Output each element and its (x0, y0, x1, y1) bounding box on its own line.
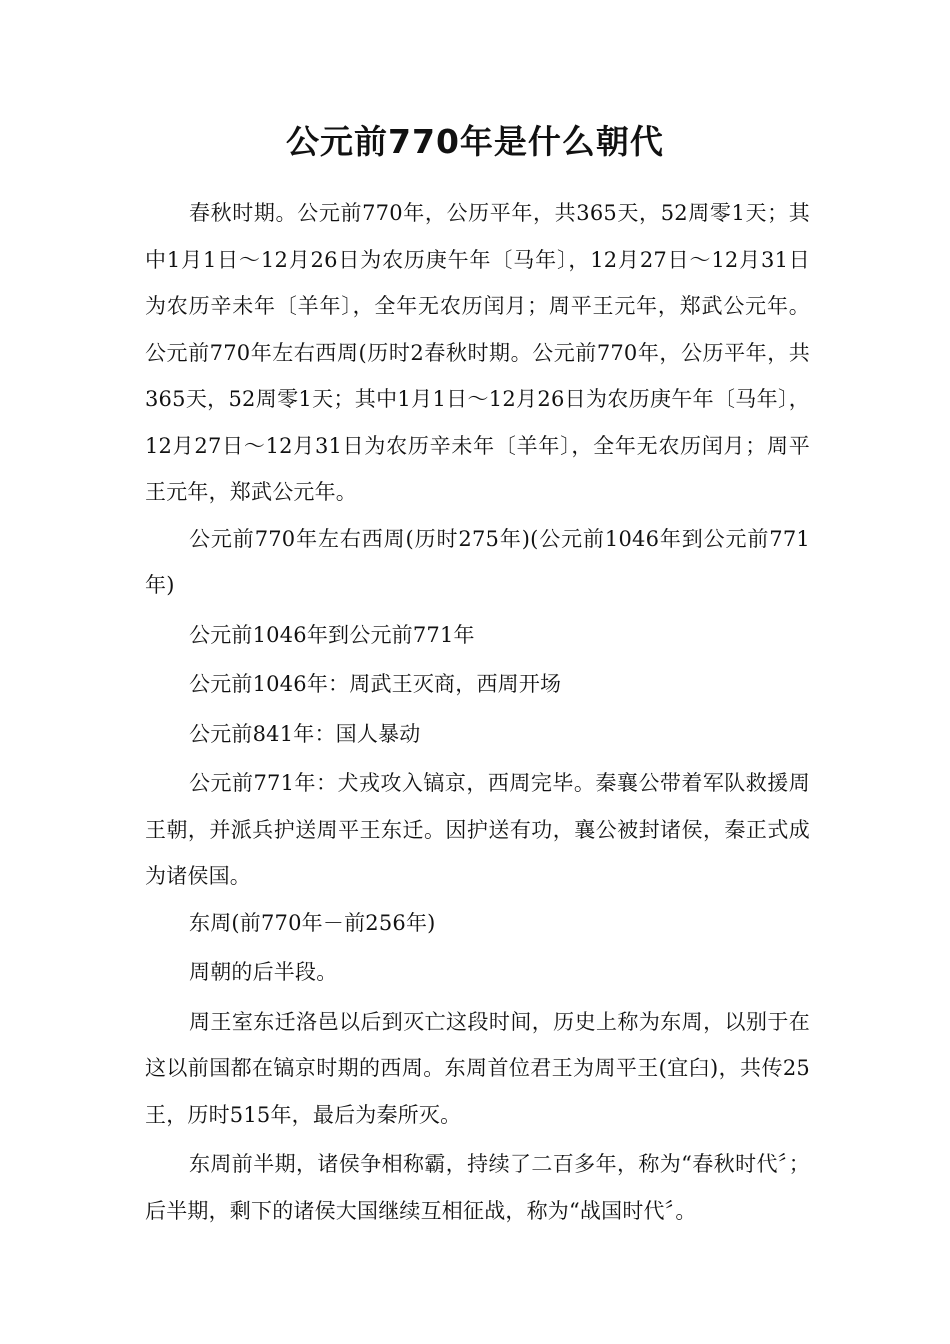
paragraph-2: 公元前770年左右西周(历时275年)(公元前1046年到公元前771年) (145, 526, 810, 597)
paragraph-1: 春秋时期。公元前770年，公历平年，共365天，52周零1天；其中1月1日～12月26日为农历庚午年〔马年〕，12月27日～12月31日为农历辛未年〔羊年〕，全年无农历闰月；周平王元年，郑武公元年。公元前770年左右西周(历时2春秋时期。公元前770年，公历平年，共365天，52周零1天；其中1月1日～12月26日为农历庚午年〔马年〕，12月27日～12月31日为农历辛未年〔羊年〕，全年无农历闰月；周平王元年，郑武公元年。 (145, 201, 810, 504)
paragraph-10: 东周前半期，诸侯争相称霸，持续了二百多年，称为“春秋时代〞；后半期，剩下的诸侯大国继续互相征战，称为“战国时代〞。 (145, 1152, 810, 1223)
page-title: 公元前770年是什么朝代 (286, 122, 664, 161)
paragraph-3: 公元前1046年到公元前771年 (189, 622, 475, 647)
paragraph-4: 公元前1046年：周武王灭商，西周开场 (189, 672, 562, 696)
paragraph-8: 周朝的后半段。 (189, 960, 338, 984)
document-body (145, 190, 810, 1234)
paragraph-9: 周王室东迁洛邑以后到灭亡这段时间，历史上称为东周，以别于在这以前国都在镐京时期的西周。东周首位君王为周平王(宜臼)，共传25王，历时515年，最后为秦所灭。 (145, 1009, 810, 1127)
paragraph-5: 公元前841年：国人暴动 (189, 721, 421, 746)
paragraph-7: 东周(前770年－前256年) (189, 910, 436, 935)
paragraph-6: 公元前771年：犬戎攻入镐京，西周完毕。秦襄公带着军队救援周王朝，并派兵护送周平王东迁。因护送有功，襄公被封诸侯，秦正式成为诸侯国。 (145, 771, 810, 888)
